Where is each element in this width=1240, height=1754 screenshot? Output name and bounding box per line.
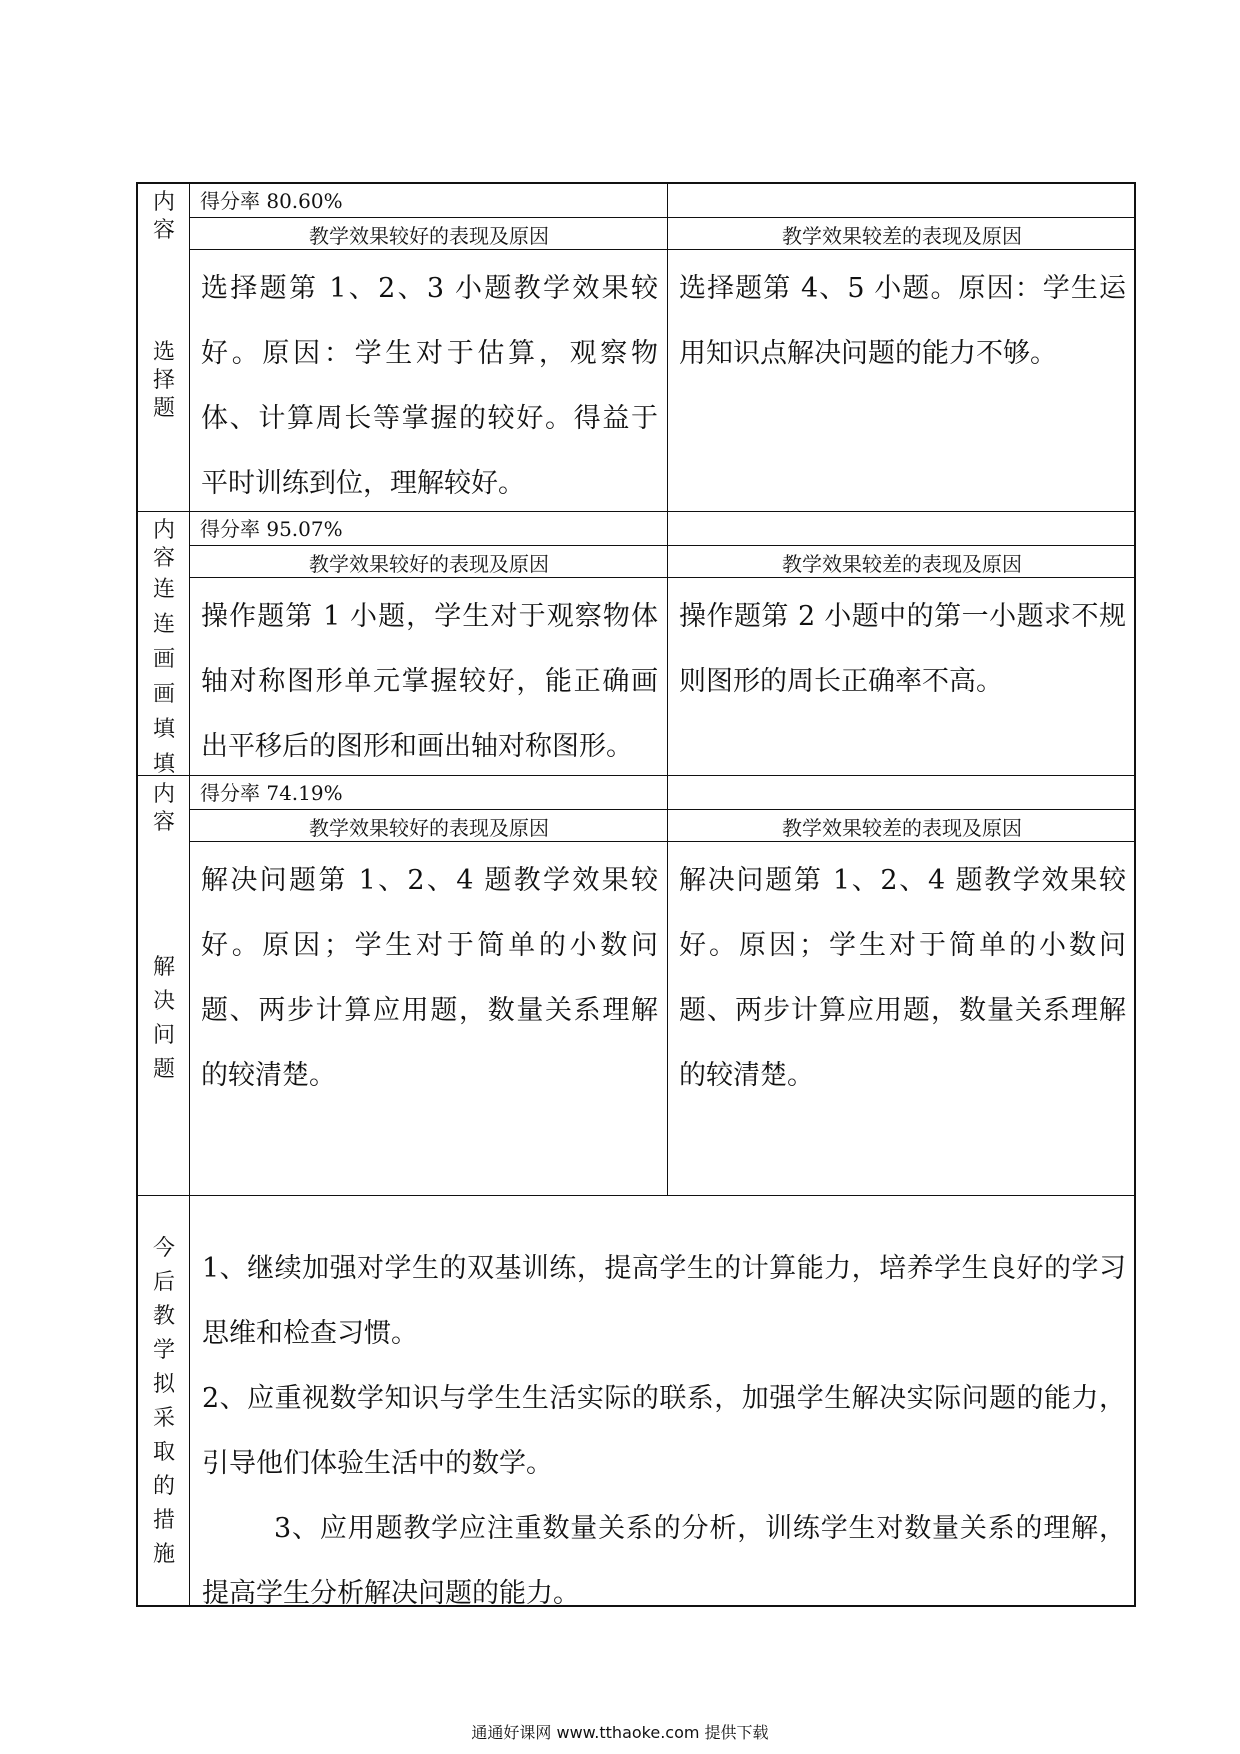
grid-line	[138, 775, 1136, 776]
section-label-choice: 选 择 题	[152, 340, 175, 421]
content-label-2: 内 容	[152, 518, 175, 571]
score-rate-blank-1	[668, 184, 1136, 218]
grid-line	[190, 249, 1136, 250]
grid-line	[190, 577, 1136, 578]
good-header-2: 教学效果较好的表现及原因	[309, 551, 549, 576]
measures-label: 今 后 教 学 拟 采 取 的 措 施	[152, 1235, 175, 1567]
bad-text-problem: 解决问题第 1、2、4 题教学效果较好。原因；学生对于简单的小数问题、两步计算应用题，数量关系理解的较清楚。	[679, 865, 1126, 1091]
footer-text: 通通好课网 www.tthaoke.com 提供下载	[471, 1723, 769, 1742]
bad-text-choice: 选择题第 4、5 小题。原因：学生运用知识点解决问题的能力不够。	[679, 273, 1126, 369]
analysis-table	[136, 182, 1136, 1607]
measure-item-2: 2、应重视数学知识与学生生活实际的联系，加强学生解决实际问题的能力，引导他们体验生活中的数学。	[202, 1383, 1126, 1479]
section-label-drawing: 连 连 画 画 填 填	[152, 577, 175, 777]
score-rate-blank-2	[668, 512, 1136, 546]
grid-line	[190, 545, 1136, 546]
score-rate-2: 得分率 95.07%	[200, 517, 343, 541]
grid-line	[667, 184, 668, 1196]
grid-line	[138, 1195, 1136, 1196]
section-label-problem: 解 决 问 题	[152, 955, 175, 1082]
grid-line	[189, 184, 190, 1607]
bad-header-2: 教学效果较差的表现及原因	[782, 551, 1022, 576]
good-text-choice: 选择题第 1、2、3 小题教学效果较好。原因：学生对于估算，观察物体、计算周长等掌握的较好。得益于平时训练到位，理解较好。	[201, 273, 658, 499]
good-header-3: 教学效果较好的表现及原因	[309, 815, 549, 840]
grid-line	[138, 511, 1136, 512]
score-rate-3: 得分率 74.19%	[200, 781, 343, 805]
grid-line	[190, 809, 1136, 810]
bad-header-3: 教学效果较差的表现及原因	[782, 815, 1022, 840]
measures-content	[190, 1196, 1136, 1607]
score-rate-1: 得分率 80.60%	[200, 189, 343, 213]
content-label-3: 内 容	[152, 782, 175, 835]
measure-item-3: 3、应用题教学应注重数量关系的分析，训练学生对数量关系的理解，提高学生分析解决问题的能力。	[202, 1513, 1126, 1609]
bad-text-drawing: 操作题第 2 小题中的第一小题求不规则图形的周长正确率不高。	[679, 601, 1126, 697]
good-text-drawing: 操作题第 1 小题，学生对于观察物体轴对称图形单元掌握较好，能正确画出平移后的图形和画出轴对称图形。	[201, 601, 658, 762]
good-header-1: 教学效果较好的表现及原因	[309, 223, 549, 248]
score-rate-blank-3	[668, 776, 1136, 810]
good-text-problem: 解决问题第 1、2、4 题教学效果较好。原因；学生对于简单的小数问题、两步计算应用题，数量关系理解的较清楚。	[201, 865, 658, 1091]
measure-item-1: 1、继续加强对学生的双基训练，提高学生的计算能力，培养学生良好的学习思维和检查习惯。	[202, 1253, 1126, 1349]
grid-line	[190, 217, 1136, 218]
content-label-1: 内 容	[152, 190, 175, 243]
grid-line	[190, 841, 1136, 842]
bad-header-1: 教学效果较差的表现及原因	[782, 223, 1022, 248]
